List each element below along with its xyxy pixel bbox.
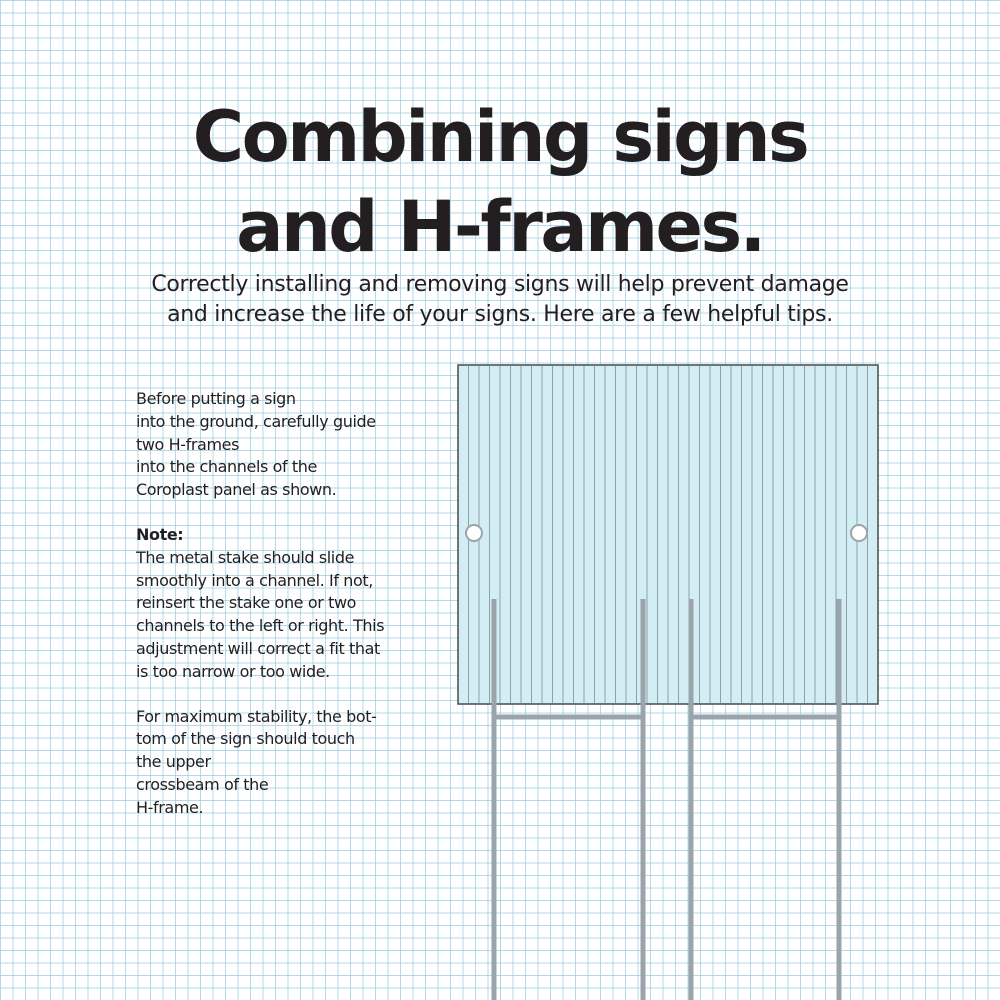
text-line: into the ground, carefully guide [136,411,376,431]
text-line: crossbeam of the [136,774,269,794]
h-frame-left-stake-right [641,599,646,1000]
text-line: adjustment will correct a fit that [136,638,380,658]
h-frame-right-stake-left [689,599,694,1000]
text-line: the upper [136,752,211,772]
note-label: Note: [136,524,184,544]
text-line: smoothly into a channel. If not, [136,570,373,590]
text-line: H-frame. [136,797,204,817]
text-line: The metal stake should slide [136,547,355,567]
text-line: Before putting a sign [136,389,296,408]
h-frame-left-stake-left [492,599,497,1000]
h-frame-right-crossbeam [689,715,842,720]
text-line: tom of the sign should touch [136,729,355,749]
subtitle-line-1: Correctly installing and removing signs will help prevent damage [151,272,849,297]
text-line: channels to the left or right. This [136,616,385,636]
text-line: is too narrow or too wide. [136,661,330,681]
text-line: two H-frames [136,434,240,454]
grommet-hole-right [851,525,867,541]
text-line: reinsert the stake one or two [136,593,357,613]
h-frame-right-stake-right [837,599,842,1000]
title-line-2: and H-frames. [236,186,764,268]
text-line: Coroplast panel as shown. [136,480,337,500]
text-line: into the channels of the [136,457,317,477]
h-frame-left-crossbeam [492,715,646,720]
title-line-1: Combining signs [192,96,808,178]
text-line: For maximum stability, the bot- [136,706,377,726]
subtitle-line-2: and increase the life of your signs. Here are a few helpful tips. [167,302,833,327]
grommet-hole-left [466,525,482,541]
